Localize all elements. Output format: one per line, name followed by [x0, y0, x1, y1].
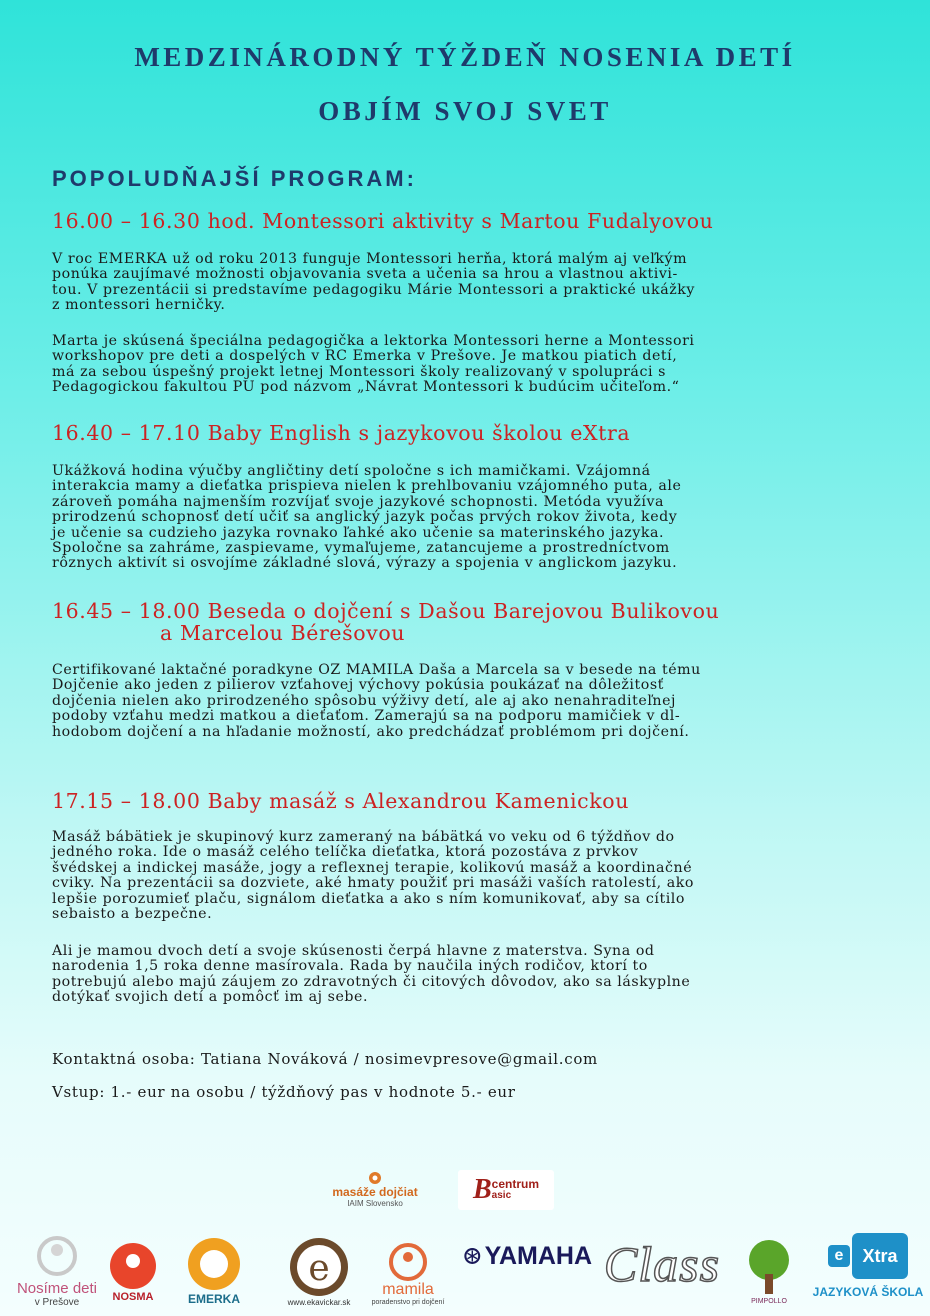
program-heading: POPOLUDŇAJŠÍ PROGRAM: — [52, 166, 417, 191]
entry-price: Vstup: 1.- eur na osobu / týždňový pas v hodnote 5.- eur — [52, 1083, 516, 1101]
session-paragraph: V roc EMERKA už od roku 2013 funguje Montessori herňa, ktorá malým aj veľkým ponúka zaujímavé možnosti objavovania sveta a učenia sa hrou a vlastnou aktivi- tou. V prezentácii si predstavíme pedagogiku Márie Montessori a praktické ukážky z montessori herničky. — [52, 251, 695, 314]
ekavickar-logo: e www.ekavickar.sk — [278, 1232, 360, 1310]
emerka-logo: EMERKA — [160, 1234, 268, 1308]
sun-icon — [184, 1236, 244, 1292]
mother-baby-icon — [387, 1243, 429, 1281]
svg-text:e: e — [308, 1247, 330, 1289]
pimpollo-logo: PIMPOLLO — [740, 1234, 798, 1308]
contact-info: Kontaktná osoba: Tatiana Nováková / nosimevpresove@gmail.com — [52, 1050, 598, 1068]
session-title: 16.40 – 17.10 Baby English s jazykovou školou eXtra — [52, 421, 631, 445]
nosime-deti-logo: Nosíme deti v Prešove — [8, 1232, 106, 1310]
session-title: 16.45 – 18.00 Beseda o dojčení s Dašou Barejovou Bulikovou a Marcelou Bérešovou — [52, 599, 720, 645]
session-paragraph: Ali je mamou dvoch detí a svoje skúsenosti čerpá hlavne z materstva. Syna od narodenia 1,5 roka denne masírovala. Rada by naučila iných rodičov, ktorí to potrebujú alebo majú záujem zo zdravotných či citových dôvodov, ako sa láskyplne dotýkať svojich detí a pomôcť im aj sebe. — [52, 943, 691, 1006]
extra-school-logo: e Xtra JAZYKOVÁ ŠKOLA — [810, 1222, 926, 1310]
session-paragraph: Marta je skúsená špeciálna pedagogička a lektorka Montessori herne a Montessori workshopov pre deti a dospelých v RC Emerka v Prešove. Je matkou piatich detí, má za sebou úspešný projekt letnej Montessori školy realizovaný v spolupráci s Pedagogickou fakultou PU pod názvom „Návrat Montessori k budúcim učiteľom.“ — [52, 333, 695, 396]
session-paragraph: Ukážková hodina výučby angličtiny detí spoločne s ich mamičkami. Vzájomná interakcia mamy a dieťatka prispieva nielen k prehlbovaniu vzájomného puta, ale zároveň pomáha najmenším rozvíjať svoje jazykové schopnosti. Metóda využíva prirodzenú schopnosť detí učiť sa anglický jazyk počas prvých rokov života, kedy je učenie sa cudzieho jazyka rovnako ľahké ako učenie sa materinského jazyka. Spoločne sa zahráme, zaspievame, vymaľujeme, zatancujeme a prostredníctvom rôznych aktivít si osvojíme základné slová, výrazy a spojenia v anglickom jazyku. — [52, 463, 682, 572]
class-logo: Class — [603, 1236, 721, 1292]
session-paragraph: Certifikované laktačné poradkyne OZ MAMILA Daša a Marcela sa v besede na tému Dojčenie ako jeden z pilierov vzťahovej výchovy pokúsia poukázať na dôležitosť dojčenia nielen ako prirodzeného spôsobu výživy detí, ale aj ako nenahraditeľnej podoby vzťahu medzi matkou a dieťaťom. Zamerajú sa na podporu mamičiek v dl- hodobom dojčení a na hľadanie možností, ako predchádzať problémom pri dojčení. — [52, 662, 701, 740]
page-subtitle: OBJÍM SVOJ SVET — [318, 96, 612, 126]
tuning-forks-icon — [464, 1244, 481, 1268]
coffee-cup-icon — [286, 1236, 352, 1298]
flower-icon — [368, 1171, 382, 1185]
session-title: 16.00 – 16.30 hod. Montessori aktivity s Martou Fudalyovou — [52, 209, 714, 233]
heart-icon — [108, 1241, 158, 1291]
session-paragraph: Masáž bábätiek je skupinový kurz zameraný na bábätká vo veku od 6 týždňov do jedného roka. Ide o masáž celého telíčka dieťatka, ktorá pozostáva z prvkov švédskej a indickej masáže, jogy a reflexnej terapie, kolikovú masáž a koordinačné cviky. Na prezentácii sa dozviete, aké hmaty použiť pri masáži vaších ratolestí, ako lepšie porozumieť plaču, signálom dieťatka a ako s ním komunikovať, aby sa cítilo sebaisto a bezpečne. — [52, 829, 694, 923]
session-title: 17.15 – 18.00 Baby masáž s Alexandrou Kamenickou — [52, 789, 630, 813]
page-title: MEDZINÁRODNÝ TÝŽDEŇ NOSENIA DETÍ — [134, 42, 796, 72]
mamila-logo: mamila poradenstvo pri dojčení — [368, 1238, 448, 1310]
mother-child-icon — [27, 1234, 87, 1280]
yamaha-logo: YAMAHA — [464, 1238, 592, 1274]
centrum-basic-logo: B centrum asic — [458, 1170, 554, 1210]
nosma-logo: NOSMA — [104, 1234, 162, 1310]
masaze-dojciat-logo: masáže dojčiat IAIM Slovensko — [330, 1168, 420, 1210]
tree-icon — [743, 1238, 795, 1298]
